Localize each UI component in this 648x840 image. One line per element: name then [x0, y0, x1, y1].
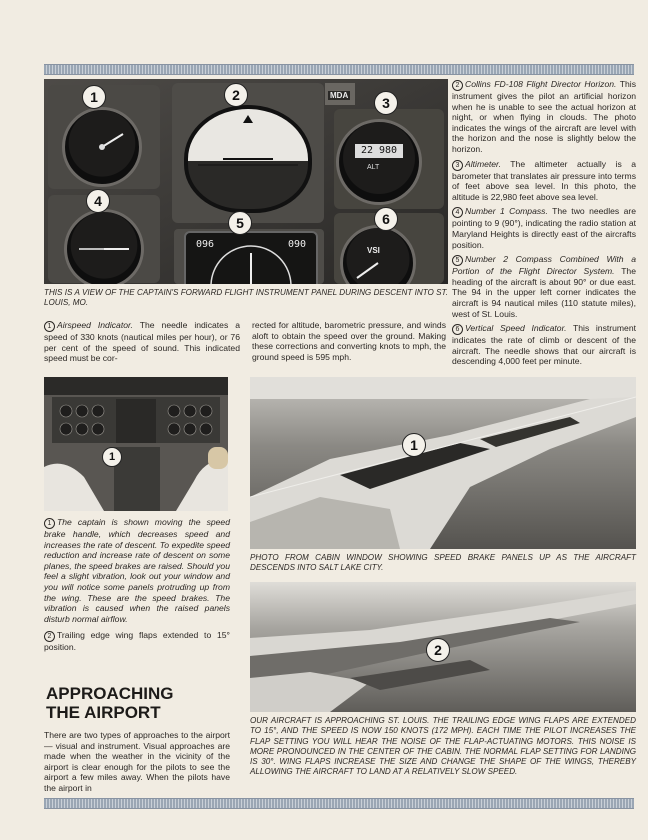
top-rule — [44, 64, 634, 75]
approach-text: There are two types of approaches to the airport — visual and instrument. Visual approaches are made when the weather in the vicinity of the airport is clear enough for the pilots to see the airport a few miles away. When the pilots have the airport in — [44, 730, 230, 793]
compass-2-gauge — [184, 231, 318, 284]
altimeter-gauge — [336, 119, 422, 205]
cockpit-caption: 1 The captain is shown moving the speed brake handle, which decreases speed and increases the rate of descent. To expedite speed reduction and increase rate of descent on some planes, the speed brakes are raised. Should you feel a slight vibration, look out your window and you will notice some panels protruding up from the wing. These are the speed brakes. The vibration is caused when the raised panels disturb normal airflow. 2 Trailing edge wing flaps extended to 15° position. — [44, 517, 230, 653]
bottom-rule — [44, 798, 634, 809]
compass-2-left-readout: 096 — [196, 239, 215, 250]
wing-photo-2-badge: 2 — [426, 638, 450, 662]
wing-photo-1-caption: PHOTO FROM CABIN WINDOW SHOWING SPEED BRAKE PANELS UP AS THE AIRCRAFT DESCENDS INTO SALT LAKE CITY. — [250, 553, 636, 573]
instrument-note-4: 4 Number 1 Compass. The two needles are pointing to 9 (90°), indicating the radio station at Maryland Heights is directly east of the aircrafts position. — [452, 206, 637, 250]
instrument-panel-caption: THIS IS A VIEW OF THE CAPTAIN'S FORWARD FLIGHT INSTRUMENT PANEL DURING DESCENT INTO ST. LOUIS, MO. — [44, 288, 448, 308]
right-column — [452, 79, 636, 371]
cockpit-photo — [44, 377, 228, 511]
speed-brake-text: The captain is shown moving the speed brake handle, which decreases speed and increases the rate of descent. To expedite speed reduction and increase rate of descent on some planes, the speed brakes are raised. Should you feel a slight vibration, look out your window and you will notice some panels protruding up from the wing. These are the speed brakes. The vibration is caused when the raised panels disturb normal airflow. — [44, 517, 230, 624]
instrument-badge-2: 2 — [224, 83, 248, 107]
wing-drawing-1 — [250, 377, 636, 549]
instrument-note-5: 5 Number 2 Compass Combined With a Portion of the Flight Director System. The heading of the aircraft is about 90° or due east. The 94 in the upper left corner indicates the aircraft is 94 nautical miles (110 statute miles), west of St. Louis. — [452, 254, 636, 319]
airspeed-title: Airspeed Indicator. — [57, 320, 133, 330]
instrument-badge-3: 3 — [374, 91, 398, 115]
wing-photo-1-badge: 1 — [402, 433, 426, 457]
trailing-flaps-text: Trailing edge wing flaps extended to 15° position. — [44, 630, 230, 653]
instrument-note-2: 2 Collins FD-108 Flight Director Horizon. This instrument gives the pilot an artificial horizon when he is unable to see the actual horizon at night, or when flying in clouds. The photo indicates the wings of the aircraft are level with the horizon and the nose is slightly below the horizon. — [452, 79, 637, 154]
instrument-panel-photo — [44, 79, 448, 284]
instrument-badge-1: 1 — [82, 85, 106, 109]
compass-2-right-readout: 090 — [287, 239, 306, 250]
airspeed-gauge — [62, 107, 142, 187]
instrument-badge-6: 6 — [374, 207, 398, 231]
airspeed-body-1: The needle indicates a speed of 330 knots (nautical miles per hour), or 76 per cent of the speed of sound. This indicated speed must be cor- — [44, 320, 241, 364]
section-heading: APPROACHING THE AIRPORT — [46, 684, 174, 722]
altimeter-readout: 22 980 — [355, 144, 403, 158]
altimeter-alt-label: ALT — [367, 164, 380, 171]
vertical-speed-gauge — [340, 225, 416, 284]
airspeed-column-1 — [44, 320, 240, 364]
flight-director-gauge — [184, 105, 312, 213]
instrument-note-3: 3 Altimeter. The altimeter actually is a barometer that translates air pressure into terms of feet above sea level. In this photo, the altitude is 22,980 feet above sea level. — [452, 158, 637, 202]
wing-photo-2-caption: OUR AIRCRAFT IS APPROACHING ST. LOUIS. THE TRAILING EDGE WING FLAPS ARE EXTENDED TO 15°, AND THE SPEED IS NOW 150 KNOTS (172 MPH). EACH TIME THE PILOT INCREASES THE FLAP SETTING YOU WILL HEAR THE NOISE OF THE FLAP-ACTUATING MOTORS. THIS NOISE IS MORE PRONOUNCED IN THE CENTER OF THE CABIN. THE NORMAL FLAP SETTING FOR LANDING IS 30°. WING FLAPS INCREASE THE SIZE AND CHANGE THE SHAPE OF THE WINGS, THEREBY ALLOWING THE AIRCRAFT TO LAND AT A RELATIVELY SLOW SPEED. — [250, 716, 636, 777]
airspeed-column-2: rected for altitude, barometric pressure, and winds aloft to obtain the speed over the ground. Making these corrections and converting knots to mph, the ground speed is 595 mph. — [252, 320, 446, 362]
instrument-badge-5: 5 — [228, 211, 252, 235]
cockpit-drawing — [44, 377, 228, 511]
instrument-note-6: 6 Vertical Speed Indicator. This instrument indicates the rate of climb or descent of the aircraft. The needle shows that our aircraft is descending 4,000 feet per minute. — [452, 323, 636, 367]
compass-1-gauge — [64, 209, 144, 284]
mda-label: MDA — [330, 91, 349, 100]
vsi-label: VSI — [367, 246, 380, 255]
airspeed-num: 1 — [44, 321, 55, 332]
wing-photo-speed-brakes — [250, 377, 636, 549]
cockpit-badge-1: 1 — [102, 447, 122, 467]
instrument-badge-4: 4 — [86, 189, 110, 213]
wing-photo-flaps — [250, 582, 636, 712]
